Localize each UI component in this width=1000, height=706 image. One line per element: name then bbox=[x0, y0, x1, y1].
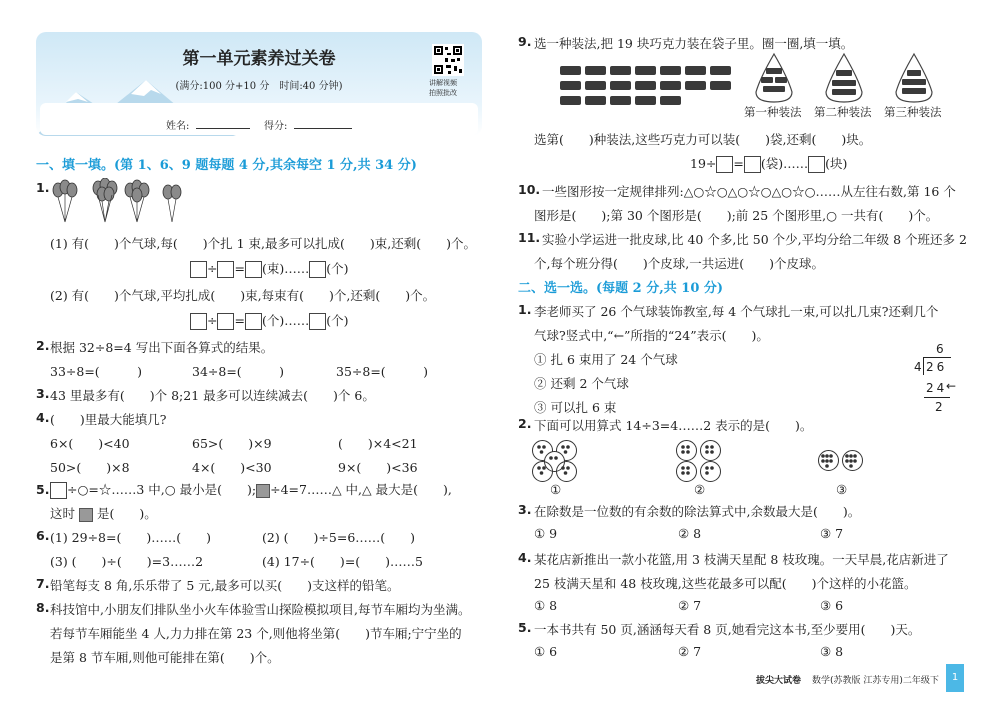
page-number-badge: 1 bbox=[946, 664, 964, 692]
name-score-bar bbox=[40, 103, 478, 135]
c5-option-1[interactable]: ① 6 bbox=[534, 644, 558, 659]
c2-option-1[interactable]: ① bbox=[550, 482, 562, 497]
c1-number: 1. bbox=[518, 302, 532, 317]
balloons-illustration bbox=[50, 178, 190, 226]
answer-box[interactable] bbox=[190, 313, 207, 330]
bag-illustrations bbox=[752, 52, 952, 104]
q10-l2: 图形是( );第 30 个图形是( );前 25 个图形里,○ 一共有( )个。 bbox=[534, 208, 939, 223]
q2-number: 2. bbox=[36, 338, 50, 353]
gray-square-icon bbox=[79, 508, 93, 522]
q5-line1: ÷○=☆……3 中,○ 最小是( ); ÷4=7……△ 中,△ 最大是( ), bbox=[50, 480, 452, 499]
c1-option-1[interactable]: ① 扎 6 束用了 24 个气球 bbox=[534, 352, 678, 367]
c4-l2: 25 枝满天星和 48 枝玫瑰,这些花最多可以配( )个这样的小花篮。 bbox=[534, 576, 917, 591]
header-card bbox=[36, 32, 482, 136]
q2-a: 33÷8=( ) bbox=[50, 364, 143, 379]
q6-number: 6. bbox=[36, 528, 50, 543]
c2-option-2[interactable]: ② bbox=[694, 482, 706, 497]
q5-line2: 这时 是( )。 bbox=[50, 506, 157, 521]
bag-1-label: 第一种装法 bbox=[744, 105, 802, 119]
q4-r2c: 9×( )<36 bbox=[338, 460, 418, 475]
q4-r2a: 50>( )×8 bbox=[50, 460, 130, 475]
answer-box[interactable] bbox=[716, 156, 733, 173]
division-dividend: 26 bbox=[926, 360, 948, 374]
c1-l1: 李老师买了 26 个气球装饰教室,每 4 个气球扎一束,可以扎几束?还剩几个 bbox=[534, 304, 939, 319]
answer-box[interactable] bbox=[217, 313, 234, 330]
division-remainder: 2 bbox=[935, 400, 943, 414]
bag-2-label: 第二种装法 bbox=[814, 105, 872, 119]
section-2-heading: 二、选一选。(每题 2 分,共 10 分) bbox=[518, 281, 724, 296]
q4-r1a: 6×( )<40 bbox=[50, 436, 130, 451]
c2-option-3[interactable]: ③ bbox=[836, 482, 848, 497]
q3-text: 43 里最多有( )个 8;21 最多可以连续减去( )个 6。 bbox=[50, 388, 375, 403]
c4-l1: 某花店新推出一款小花篮,用 3 枝满天星配 8 枝玫瑰。一天早晨,花店新进了 bbox=[534, 552, 949, 567]
c5-option-2[interactable]: ② 7 bbox=[678, 644, 702, 659]
q11-l1: 实验小学运进一批皮球,比 40 个多,比 50 个少,平均分给二年级 8 个班还多 2 bbox=[542, 232, 967, 247]
q9-number: 9. bbox=[518, 34, 532, 49]
answer-box[interactable] bbox=[808, 156, 825, 173]
q10-number: 10. bbox=[518, 182, 541, 197]
q8-l2: 若每节车厢能坐 4 人,力力排在第 23 个,则他将坐第( )节车厢;宁宁坐的 bbox=[50, 626, 462, 641]
footer-brand: 拔尖大试卷 bbox=[756, 676, 802, 686]
q3-number: 3. bbox=[36, 386, 50, 401]
qr-code-icon[interactable] bbox=[432, 44, 464, 76]
c1-option-2[interactable]: ② 还剩 2 个气球 bbox=[534, 376, 629, 391]
q1-1-formula: ÷ = (束)…… (个) bbox=[190, 259, 349, 278]
answer-box[interactable] bbox=[744, 156, 761, 173]
answer-box[interactable] bbox=[50, 482, 67, 499]
c5-option-3[interactable]: ③ 8 bbox=[820, 644, 844, 659]
q11-l2: 个,每个班分得( )个皮球,一共运进( )个皮球。 bbox=[534, 256, 824, 271]
q7-text: 铅笔每支 8 角,乐乐带了 5 元,最多可以买( )支这样的铅笔。 bbox=[50, 578, 400, 593]
answer-box[interactable] bbox=[309, 313, 326, 330]
qr-caption-1: 讲解视频 bbox=[429, 79, 457, 87]
c3-option-3[interactable]: ③ 7 bbox=[820, 526, 844, 541]
c3-option-2[interactable]: ② 8 bbox=[678, 526, 702, 541]
c4-option-2[interactable]: ② 7 bbox=[678, 598, 702, 613]
footer-subject: 数学(苏教版 江苏专用)二年级下 bbox=[812, 676, 939, 686]
answer-box[interactable] bbox=[217, 261, 234, 278]
c3-option-1[interactable]: ① 9 bbox=[534, 526, 558, 541]
q9-text: 选一种装法,把 19 块巧克力装在袋子里。圈一圈,填一填。 bbox=[534, 36, 854, 51]
name-blank[interactable] bbox=[196, 128, 250, 129]
page-title: 第一单元素养过关卷 bbox=[182, 49, 336, 69]
division-product: 24 bbox=[926, 381, 948, 395]
q5-number: 5. bbox=[36, 482, 50, 497]
q6-d: (4) 17÷( )=( )……5 bbox=[262, 554, 423, 569]
score-label: 得分: bbox=[264, 121, 288, 132]
answer-box[interactable] bbox=[190, 261, 207, 278]
q4-number: 4. bbox=[36, 410, 50, 425]
q2-b: 34÷8=( ) bbox=[192, 364, 285, 379]
c4-option-1[interactable]: ① 8 bbox=[534, 598, 558, 613]
q6-c: (3) ( )÷( )=3……2 bbox=[50, 554, 204, 569]
qr-caption-2: 拍照批改 bbox=[429, 89, 457, 97]
exam-meta: (满分:100 分+10 分 时间:40 分钟) bbox=[175, 81, 343, 92]
c4-option-3[interactable]: ③ 6 bbox=[820, 598, 844, 613]
division-quotient: 6 bbox=[936, 342, 944, 356]
c2-number: 2. bbox=[518, 416, 532, 431]
c3-number: 3. bbox=[518, 502, 532, 517]
name-label: 姓名: bbox=[166, 121, 190, 132]
q6-b: (2) ( )÷5=6……( ) bbox=[262, 530, 416, 545]
long-division bbox=[906, 342, 976, 418]
bag-3-label: 第三种装法 bbox=[884, 105, 942, 119]
c5-text: 一本书共有 50 页,涵涵每天看 8 页,她看完这本书,至少要用( )天。 bbox=[534, 622, 921, 637]
q1-2-text: (2) 有( )个气球,平均扎成( )束,每束有( )个,还剩( )个。 bbox=[50, 288, 436, 303]
q2-c: 35÷8=( ) bbox=[336, 364, 429, 379]
answer-box[interactable] bbox=[245, 261, 262, 278]
section-1-heading: 一、填一填。(第 1、6、9 题每题 4 分,其余每空 1 分,共 34 分) bbox=[36, 158, 417, 173]
arrow-left-icon: ← bbox=[946, 379, 957, 393]
q8-number: 8. bbox=[36, 600, 50, 615]
q4-r2b: 4×( )<30 bbox=[192, 460, 272, 475]
c5-number: 5. bbox=[518, 620, 532, 635]
score-blank[interactable] bbox=[294, 128, 352, 129]
q1-2-formula: ÷ = (个)…… (个) bbox=[190, 311, 349, 330]
c1-l2: 气球?竖式中,“←”所指的“24”表示( )。 bbox=[534, 328, 769, 343]
answer-box[interactable] bbox=[245, 313, 262, 330]
q7-number: 7. bbox=[36, 576, 50, 591]
division-divisor: 4 bbox=[914, 360, 922, 374]
q4-r1b: 65>( )×9 bbox=[192, 436, 272, 451]
q6-a: (1) 29÷8=( )……( ) bbox=[50, 530, 211, 545]
q4-text: ( )里最大能填几? bbox=[50, 412, 167, 427]
q11-number: 11. bbox=[518, 230, 541, 245]
q9-line2: 选第( )种装法,这些巧克力可以装( )袋,还剩( )块。 bbox=[534, 132, 872, 147]
q4-r1c: ( )×4<21 bbox=[338, 436, 418, 451]
q9-formula: 19÷ = (袋)…… (块) bbox=[690, 156, 848, 171]
q1-number: 1. bbox=[36, 180, 50, 195]
flower-dots bbox=[532, 440, 872, 482]
q8-l1: 科技馆中,小朋友们排队坐小火车体验雪山探险模拟项目,每节车厢均为坐满。 bbox=[50, 602, 471, 617]
c3-text: 在除数是一位数的有余数的除法算式中,余数最大是( )。 bbox=[534, 504, 861, 519]
answer-box[interactable] bbox=[309, 261, 326, 278]
q1-1-text: (1) 有( )个气球,每( )个扎 1 束,最多可以扎成( )束,还剩( )个。 bbox=[50, 236, 477, 251]
c4-number: 4. bbox=[518, 550, 532, 565]
gray-square-icon bbox=[256, 484, 270, 498]
q10-l1: 一些图形按一定规律排列:△○☆○△○☆○△○☆○……从左往右数,第 16 个 bbox=[542, 184, 956, 199]
q8-l3: 是第 8 节车厢,则他可能排在第( )个。 bbox=[50, 650, 280, 665]
c2-text: 下面可以用算式 14÷3=4……2 表示的是( )。 bbox=[534, 418, 813, 433]
q2-text: 根据 32÷8=4 写出下面各算式的结果。 bbox=[50, 340, 274, 355]
chocolate-grid bbox=[560, 66, 740, 122]
c1-option-3[interactable]: ③ 可以扎 6 束 bbox=[534, 400, 617, 415]
